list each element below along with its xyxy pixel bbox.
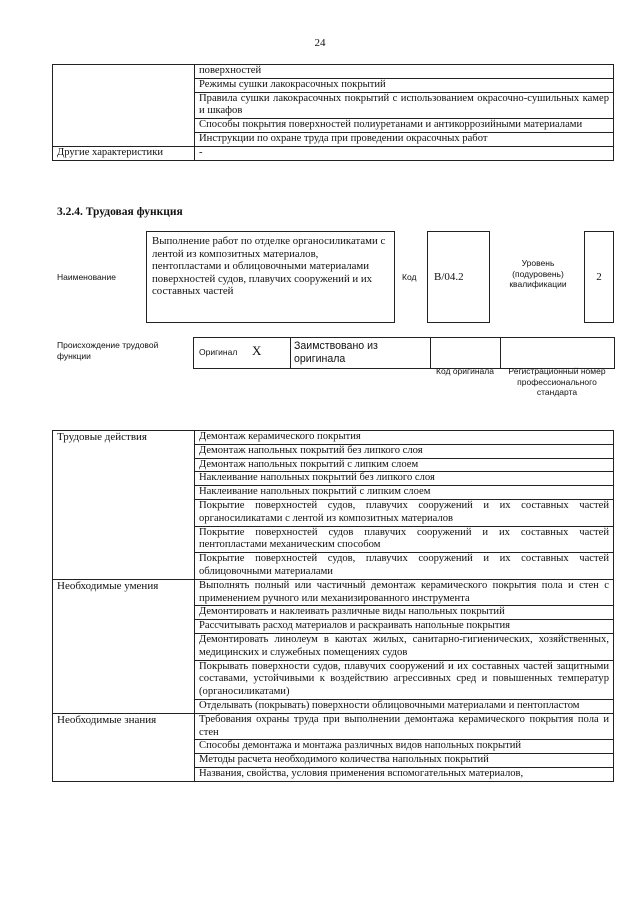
table-cell: Демонтаж напольных покрытий с липким слоем bbox=[195, 458, 614, 472]
group-title: Необходимые умения bbox=[53, 579, 195, 713]
other-characteristics-value: - bbox=[195, 146, 614, 160]
main-table bbox=[52, 430, 614, 782]
table-cell: Покрытие поверхностей судов, плавучих сооружений и их составных частей облицовочными материалами bbox=[195, 553, 614, 580]
table-cell: Требования охраны труда при выполнении демонтажа керамического покрытия пола и стен bbox=[195, 713, 614, 740]
origin-label: Происхождение трудовой функции bbox=[57, 340, 159, 361]
origin-table bbox=[193, 337, 615, 369]
reg-number-caption: Регистрационный номер профессионального стандарта bbox=[508, 366, 606, 397]
level-label: Уровень (подуровень) квалификации bbox=[509, 258, 567, 289]
table-cell: Покрытие поверхностей судов плавучих сооружений и их составных частей пентопластами механическим способом bbox=[195, 526, 614, 553]
table-cell: Методы расчета необходимого количества напольных покрытий bbox=[195, 754, 614, 768]
table-row bbox=[53, 431, 614, 445]
table-cell: Режимы сушки лакокрасочных покрытий bbox=[195, 78, 614, 92]
level-value: 2 bbox=[596, 271, 602, 283]
code-original-cell bbox=[431, 338, 501, 369]
table-cell: Покрывать поверхности судов, плавучих сооружений и их составных частей защитными составами, устойчивыми к воздействию агрессивных сред и повышенных температур (органосиликатами) bbox=[195, 660, 614, 699]
code-value-box bbox=[427, 231, 490, 323]
table-cell: Рассчитывать расход материалов и раскраивать напольные покрытия bbox=[195, 620, 614, 634]
table-cell: Отделывать (покрывать) поверхности облицовочными материалами и пентопластом bbox=[195, 699, 614, 713]
code-original-caption: Код оригинала bbox=[436, 366, 494, 376]
table-cell: поверхностей bbox=[195, 65, 614, 79]
reg-number-cell bbox=[501, 338, 615, 369]
table-cell: Выполнять полный или частичный демонтаж керамического покрытия пола и стен с применением ручного или механизированного инструмента bbox=[195, 579, 614, 606]
group-title: Трудовые действия bbox=[53, 431, 195, 580]
group-title: Необходимые знания bbox=[53, 713, 195, 781]
other-characteristics-label: Другие характеристики bbox=[53, 146, 195, 160]
top-table bbox=[52, 64, 614, 161]
table-cell: Способы демонтажа и монтажа различных видов напольных покрытий bbox=[195, 740, 614, 754]
section-heading: 3.2.4. Трудовая функция bbox=[57, 206, 183, 218]
code-value: B/04.2 bbox=[434, 271, 464, 283]
table-row bbox=[53, 579, 614, 606]
table-cell: Демонтаж напольных покрытий без липкого слоя bbox=[195, 444, 614, 458]
table-cell-left bbox=[53, 65, 195, 147]
code-label: Код bbox=[402, 272, 417, 282]
function-name-box: Выполнение работ по отделке органосиликатами с лентой из композитных материалов, пентопластами и облицовочными материалами поверхностей судов, плавучих сооружений и их составных частей bbox=[146, 231, 395, 323]
table-cell: Способы покрытия поверхностей полиуретанами и антикоррозийными материалами bbox=[195, 119, 614, 133]
page-number: 24 bbox=[314, 37, 326, 49]
table-cell: Покрытие поверхностей судов, плавучих сооружений и их составных частей органосиликатами с лентой из композитных материалов bbox=[195, 499, 614, 526]
table-row bbox=[194, 338, 615, 369]
table-cell: Правила сушки лакокрасочных покрытий с использованием окрасочно-сушильных камер и шкафов bbox=[195, 92, 614, 119]
table-row bbox=[53, 146, 614, 160]
table-cell: Демонтаж керамического покрытия bbox=[195, 431, 614, 445]
level-value-box bbox=[584, 231, 614, 323]
borrowed-label: Заимствовано из оригинала bbox=[291, 338, 431, 369]
original-cell bbox=[194, 338, 291, 369]
table-cell: Демонтировать и наклеивать различные виды напольных покрытий bbox=[195, 606, 614, 620]
name-label: Наименование bbox=[57, 272, 116, 282]
table-row bbox=[53, 713, 614, 740]
table-row bbox=[53, 65, 614, 79]
table-cell: Наклеивание напольных покрытий без липкого слоя bbox=[195, 472, 614, 486]
original-label: Оригинал bbox=[199, 347, 238, 358]
original-mark: X bbox=[251, 343, 262, 359]
table-cell: Инструкции по охране труда при проведении окрасочных работ bbox=[195, 132, 614, 146]
table-cell: Демонтировать линолеум в каютах жилых, санитарно-гигиенических, хозяйственных, медицинских и служебных помещениях судов bbox=[195, 633, 614, 660]
table-cell: Наклеивание напольных покрытий с липким слоем bbox=[195, 486, 614, 500]
table-cell: Названия, свойства, условия применения вспомогательных материалов, bbox=[195, 767, 614, 781]
